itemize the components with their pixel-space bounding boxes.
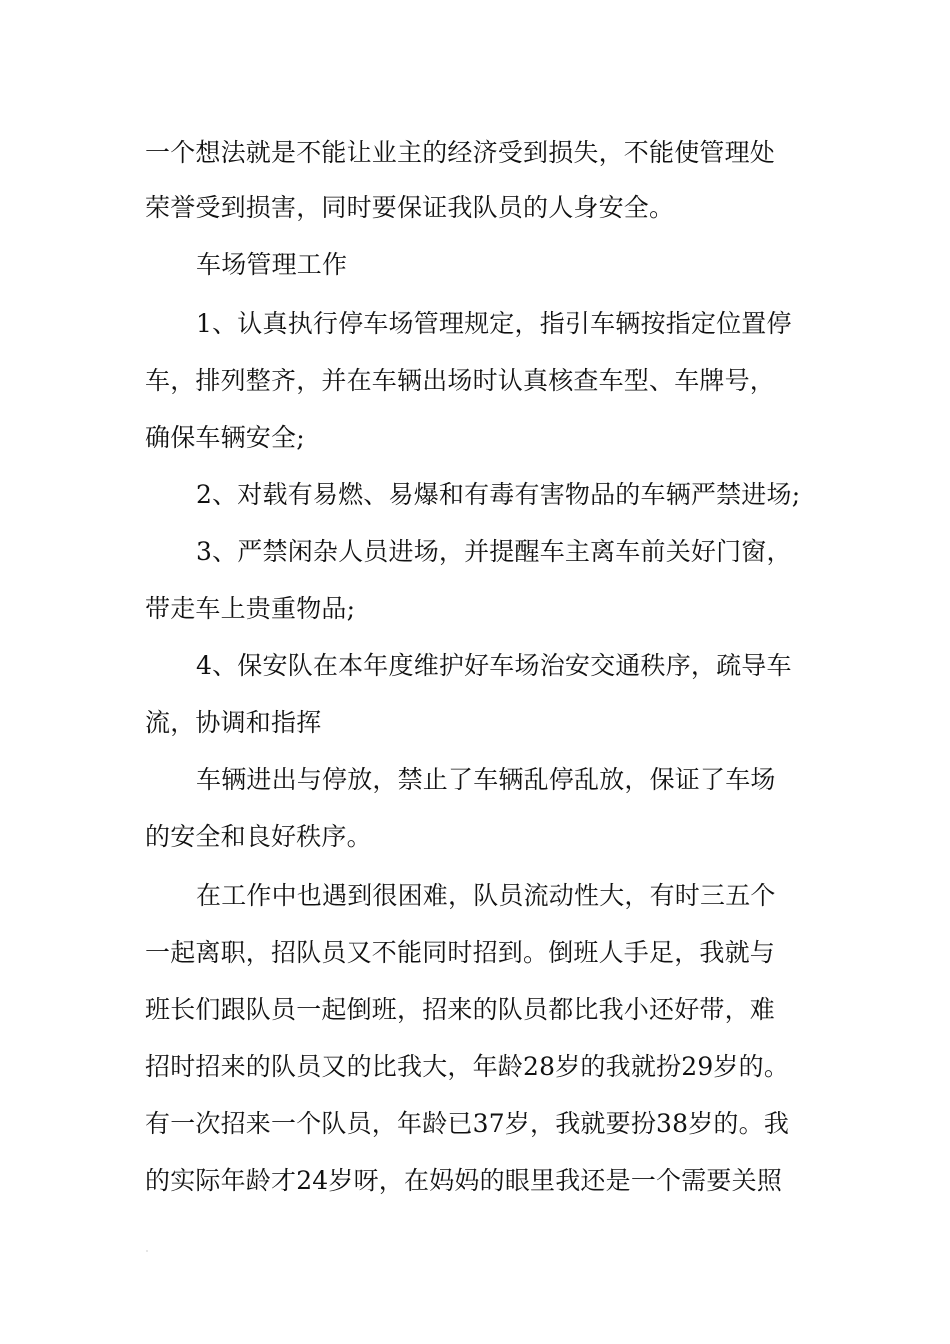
text-line: 3、严禁闲杂人员进场，并提醒车主离车前关好门窗， — [196, 537, 792, 566]
text-line: 车，排列整齐，并在车辆出场时认真核查车型、车牌号， — [145, 366, 776, 395]
text-line: 在工作中也遇到很困难，队员流动性大，有时三五个 — [196, 881, 776, 910]
text-line: 1、认真执行停车场管理规定，指引车辆按指定位置停 — [196, 309, 792, 338]
text-line: 流，协调和指挥 — [145, 708, 322, 737]
text-line: 确保车辆安全; — [145, 423, 305, 452]
page-artifact-dot — [146, 1250, 148, 1252]
text-line: 一起离职，招队员又不能同时招到。倒班人手足，我就与 — [145, 938, 776, 967]
text-line: 一个想法就是不能让业主的经济受到损失，不能使管理处 — [145, 138, 776, 167]
text-line: 的安全和良好秩序。 — [145, 822, 372, 851]
text-line: 有一次招来一个队员，年龄已37岁，我就要扮38岁的。我 — [145, 1109, 790, 1138]
text-line: 的实际年龄才24岁呀，在妈妈的眼里我还是一个需要关照 — [145, 1166, 783, 1195]
text-line: 班长们跟队员一起倒班，招来的队员都比我小还好带，难 — [145, 995, 776, 1024]
text-line: 带走车上贵重物品; — [145, 594, 356, 623]
text-line: 2、对载有易燃、易爆和有毒有害物品的车辆严禁进场; — [196, 480, 801, 509]
text-line: 车辆进出与停放，禁止了车辆乱停乱放，保证了车场 — [196, 765, 776, 794]
text-line: 招时招来的队员又的比我大，年龄28岁的我就扮29岁的。 — [145, 1052, 790, 1081]
text-line: 荣誉受到损害，同时要保证我队员的人身安全。 — [145, 193, 675, 222]
text-line: 4、保安队在本年度维护好车场治安交通秩序，疏导车 — [196, 651, 792, 680]
section-heading: 车场管理工作 — [196, 250, 348, 279]
